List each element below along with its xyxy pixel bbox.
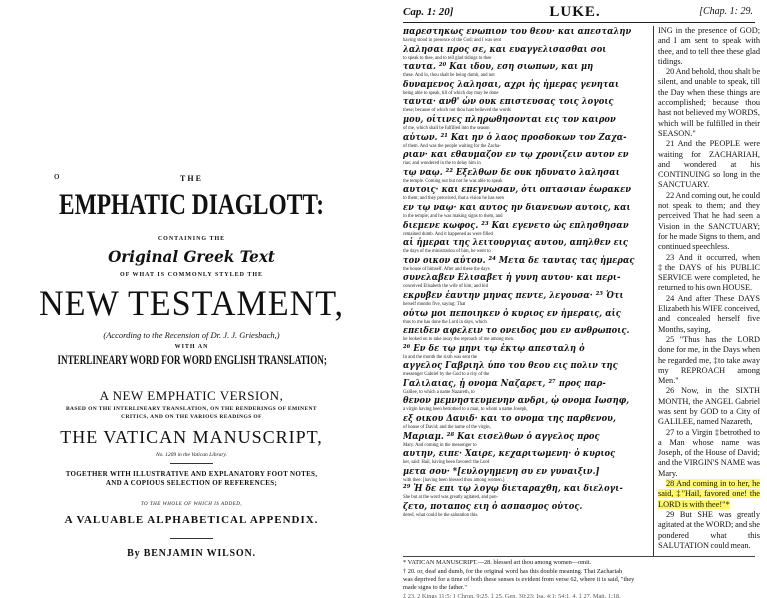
greek-line: Μαριαμ. ²⁸ Και εισελθων ὁ αγγελος προς [403,430,600,442]
original-greek-text: Original Greek Text [108,247,275,266]
greek-line: επειδεν αφελειν το ονειδος μου εν ανθρωποις. [403,325,630,337]
greek-line: οὑτω μοι πεποιηκεν ὁ κυριος εν ἡμεραις, αἱς [403,307,621,319]
divider-rule [170,538,213,539]
english-verse [658,294,760,335]
greek-line: αυτοις· και επεγνωσαν, ὁτι οπτασιαν ἑωρακεν [403,184,632,196]
header-left-ref: Cap. 1: 20] [403,6,454,18]
greek-line: Γαλιλαιας, ᾗ ονομα Ναζαρετ, ²⁷ προς παρ- [403,377,606,389]
title-page [0,0,383,598]
containing-line: CONTAINING THE [157,236,226,242]
greek-interlinear-column [403,26,651,554]
book-title: EMPHATIC DIAGLOTT: [58,188,325,221]
based-line-1: BASED ON THE INTERLINEARY TRANSLATION, ON THE RENDERINGS OF EMINENT [65,406,318,412]
greek-line: ²⁹ Ἡ δε επι τῳ λογῳ διεταραχθη, και διελογι- [403,483,623,495]
interlinear-gloss: Mary. And coming in the messenger to [403,441,477,448]
column-divider [653,26,654,556]
interlinear-gloss: these; because of which not thou hast believed the words [403,107,511,114]
footnote: made signs to the father." [403,584,467,591]
english-verse [658,26,760,67]
verse-text: 29 But SHE was greatly agitated at the WORD; and she pondered what this SALUTATION could mean. [658,509,760,550]
footnote: † 20. or, deaf and dumb, for the original word has this double meaning. That Zachariah [403,568,623,575]
verse-text: 20 And behold, thou shalt be silent, and unable to speak, till the Day when these things are accomplished; because thou hast not believed my WORDS, which will be fulfilled in their SEASON." [658,67,760,138]
english-verse [658,139,760,190]
footnote: * VATICAN MANUSCRIPT.—28. blessed art thou among women—omit. [403,559,592,566]
interlinear-gloss: conceived Elisabeth the wife of him; and hid [403,283,488,290]
greek-line: ριαν· και εθαυμαζον εν τῳ χρονιζειν αυτον εν [403,149,629,161]
english-verse [658,191,760,253]
title-the: THE [180,174,203,183]
english-version-column [658,26,760,556]
library-number: No. 1209 in the Vatican Library. [155,452,228,458]
author-byline: By BENJAMIN WILSON. [127,548,256,559]
interlinear-gloss: to speak to thee, and to tell glad tidings to thee [403,54,492,61]
verse-text: 21 And the PEOPLE were waiting for ZACHARIAH, and wondered at his CONTINUING so long in the SANCTUARY. [658,139,760,190]
greek-line: λαλησαι προς σε, και ευαγγελισασθαι σοι [403,43,607,55]
greek-line: μετα σου· *[ευλογημενη συ εν γυναιξιν.] [403,465,600,477]
verse-text: 22 And coming out, he could not speak to them; and they perceived That he had seen a Vision in the SANCTUARY; for he made Signs to them, and continued speechless. [658,190,760,252]
footnotes-line-2: AND A COPIOUS SELECTION OF REFERENCES; [105,479,278,487]
greek-line: ²⁶ Εν δε τῳ μηνι τῳ ἑκτῳ απεσταλη ὁ [403,342,585,354]
interlinear-gloss: to them; and they perceived, that a vision he has seen [403,195,505,202]
footnote: ‡ 23. 2 Kings 11:5; 1 Chron. 9:25. ‡ 25. Gen. 30:23; Isa. 4:1; 54:1, 4. ‡ 27. Matt. 1:18. [403,593,621,598]
english-verse [658,386,760,427]
greek-line: εξ οικου Δαυιδ· και το ονομα της παρθενου, [403,413,616,425]
english-verse [658,510,760,551]
interlinear-gloss: She but at the word was greatly agitated, and pon- [403,494,499,501]
interlinear-heading: INTERLINEARY WORD FOR WORD ENGLISH TRANSLATION; [57,352,327,367]
interlinear-gloss: being able to speak, till of which day may be done [403,89,499,96]
recension-line: (According to the Recension of Dr. J. J. Griesbach,) [103,330,280,340]
interlinear-gloss: rias; and wondered in the to delay him in [403,160,481,167]
running-header [383,6,767,22]
greek-line: αυτην, ειπε· Χαιρε, κεχαριτωμενη· ὁ κυριος [403,448,616,460]
stray-mark: o [54,170,60,182]
greek-line: διεμενε κωφος. ²³ Και εγενετο ὡς επλησθησαν [403,219,629,231]
header-book-name: LUKE. [549,4,601,20]
header-right-ref: [Chap. 1: 29. [699,6,753,17]
verse-text: 27 to a Virgin ‡betrothed to a Man whose name was Joseph, of the House of David; and the VIRGIN'S NAME was Mary. [658,427,760,478]
appendix-heading: A VALUABLE ALPHABETICAL APPENDIX. [64,514,319,526]
greek-line: αγγελος Γαβριηλ ὑπο του θεου εις πολιν της [403,360,618,372]
emphatic-version-heading: A NEW EMPHATIC VERSION, [99,388,284,403]
based-line-2: CRITICS, AND ON THE VARIOUS READINGS OF [121,414,262,420]
interlinear-gloss: messenger Gabriel by the God to a city of the [403,371,490,378]
header-rule [403,22,755,23]
interlinear-gloss: of house of David; and the name of the virgin, [403,424,491,431]
greek-line: ταυτα. ²⁰ Και ιδου, εση σιωπων, και μη [403,61,594,73]
interlinear-gloss: a virgin having been betrothed to a man, to whom a name Joseph, [403,406,528,413]
of-what-line: OF WHAT IS COMMONLY STYLED THE [119,272,264,278]
interlinear-gloss: the house of himself. After and these the days [403,265,490,272]
divider-rule [170,463,213,464]
with-an-line: WITH AN [174,344,209,350]
interlinear-gloss: herself months five, saying: That [403,300,466,307]
footnote-rule [403,556,755,557]
english-verse [658,67,760,139]
interlinear-gloss: dered, what could be the salutation this. [403,512,479,519]
greek-line: θενον μεμνηστευμενην ανδρι, ᾧ ονομα Ιωσηφ, [403,395,630,407]
verse-text: 25 "Thus has the LORD done for me, in the Days when he regarded me, ‡to take away my REPROACH among Men." [658,334,760,386]
interlinear-gloss: of me, which shall be fulfilled into the season [403,124,490,131]
interlinear-gloss: having stood in presence of the God; and I was sent [403,37,502,43]
greek-line: παρεστηκως ενωπιον του θεου· και απεσταλην [403,26,632,37]
greek-line: εν τῳ ναῳ· και αυτος ην διανευων αυτοις, και [403,201,631,213]
interlinear-gloss: the temple. Coming out but not he was able to speak [403,177,503,184]
verse-text: 23 And it occurred, when ‡the DAYS of his PUBLIC SERVICE were completed, he returned to his own HOUSE. [658,252,760,293]
greek-line: συνελαβεν Ελισαβετ ἡ γυνη αυτου· και περι- [403,272,621,284]
interlinear-gloss: remained dumb. And it happened as were filled [403,230,493,237]
greek-line: ζετο, ποταπος ειη ὁ ασπασμος οὑτος. [403,501,583,513]
greek-line: δυναμενος λαλησαι, αχρι ἧς ἡμερας γενηται [403,78,620,90]
interlinear-gloss: her, said: Hail, having been favored: the Lord [403,459,490,466]
interlinear-gloss: in the temple; and he was making signs to them, and [403,212,503,219]
interlinear-gloss: he looked on to take away the reproach of me among men. [403,336,515,343]
greek-line: αἱ ἡμεραι της λειτουργιας αυτου, απηλθεν εις [403,237,628,249]
verse-text: 26 Now, in the SIXTH MONTH, the ANGEL Gabriel was sent by GOD to a City of GALILEE, named Nazareth, [658,386,760,427]
interlinear-gloss: the days of the ministration of him, he went to [403,248,491,255]
english-verse [658,428,760,479]
verse-text: 24 And after These DAYS Elizabeth his WIFE conceived, and concealed herself five Months, saying, [658,293,760,334]
interlinear-gloss: Galilee, to which a name Nazareth, to [403,388,475,395]
greek-line: ταυτα· ανθ' ὧν ουκ επιστευσας τοις λογοις [403,96,614,108]
greek-line: αὑτων. ²¹ Και ην ὁ λαος προσδοκων τον Ζαχα- [403,131,627,143]
english-verse [658,253,760,294]
greek-line: τῳ ναῳ. ²² Εξελθων δε ουκ ηδυνατο λαλησαι [403,166,620,178]
interlinear-gloss: with thee: [having been blessed thou among women.] [403,476,505,483]
to-which-line: TO THE WHOLE OF WHICH IS ADDED, [140,502,243,507]
verse-text: ING in the presence of GOD; and I am sent to speak with thee, and to tell thee these glad tidings. [658,26,760,66]
vatican-manuscript-heading: THE VATICAN MANUSCRIPT, [60,427,323,447]
footnotes-line-1: TOGETHER WITH ILLUSTRATIVE AND EXPLANATORY FOOT NOTES, [65,470,318,478]
english-verse [658,335,760,386]
interlinear-gloss: thus to me has done the Lord in days, which [403,318,487,325]
footnote: was deprived for a time of both these senses is evident from verse 62, where it is said, "they [403,576,635,583]
interlinear-gloss: these. And lo, thou shalt be being dumb, and not [403,72,495,79]
english-verse [658,479,760,510]
new-testament-heading: NEW TESTAMENT, [38,283,345,323]
interlinear-gloss: of them. And was the people waiting for the Zacha- [403,142,501,149]
highlighted-verse: 28 And coming in to her, he said, ‡"Hail, favored one! the LORD is with thee!"* [658,479,760,509]
interlinear-gloss: In and the month the sixth was sent the [403,353,478,360]
greek-line: εκρυβεν ἑαυτην μηνας πεντε, λεγουσα· ²⁵ Ὁτι [403,289,624,301]
greek-line: μου, οἱτινες πληρωθησονται εις τον καιρον [403,113,616,125]
greek-line: τον οικον αὑτου. ²⁴ Μετα δε ταυτας τας ἡμερας [403,254,635,266]
luke-page [383,0,767,598]
